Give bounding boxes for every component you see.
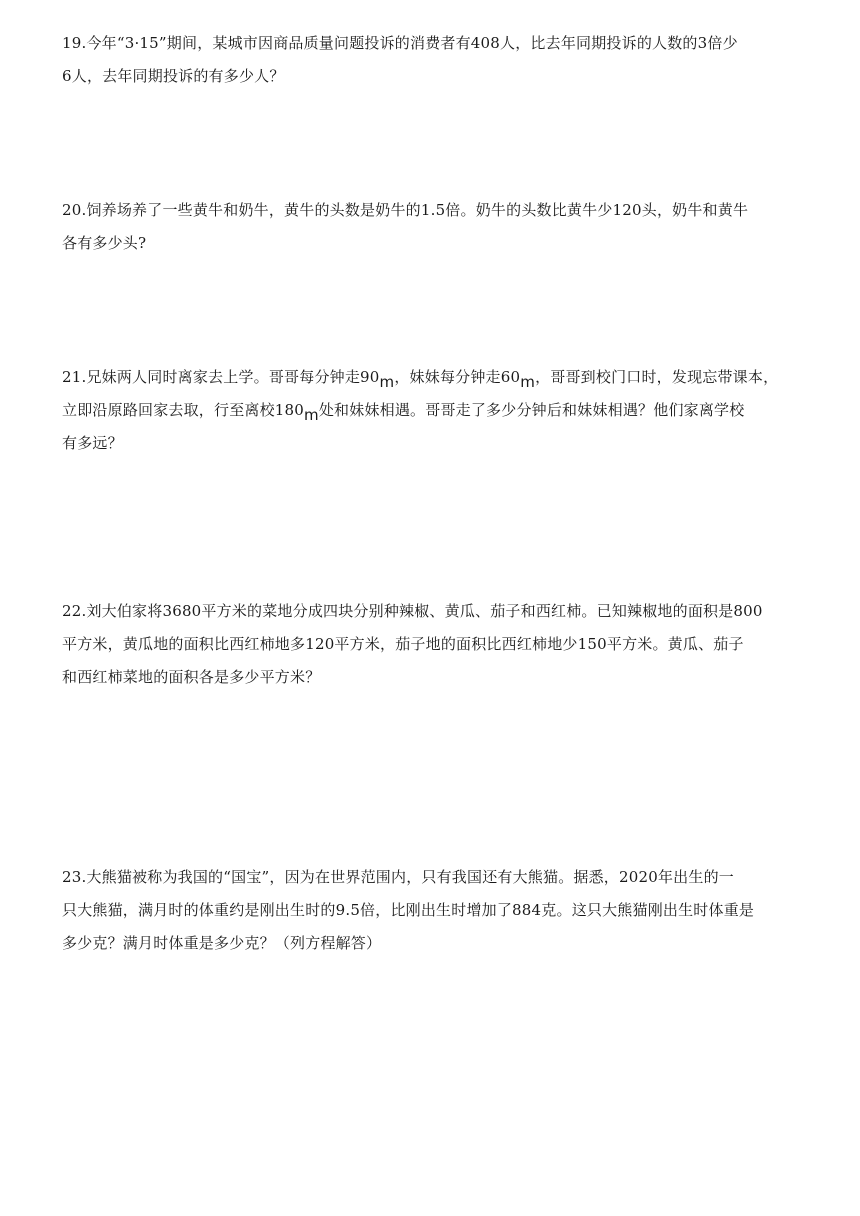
question-19 xyxy=(62,27,834,93)
question-19-line-2: 6人，去年同期投诉的有多少人？ xyxy=(62,67,285,85)
question-23 xyxy=(62,861,834,960)
question-20-line-2: 各有多少头? xyxy=(62,234,147,252)
question-19-line-1: 19.今年“3·15”期间，某城市因商品质量问题投诉的消费者有408人，比去年同期投诉的人数的3倍少 xyxy=(62,34,738,52)
question-21-text: 处和妹妹相遇。哥哥走了多少分钟后和妹妹相遇？他们家离学校 xyxy=(318,401,745,419)
question-21-line-1 xyxy=(62,361,834,394)
question-21-text: 立即沿原路回家去取，行至离校180 xyxy=(62,401,305,419)
question-22-line-3: 和西红柿菜地的面积各是多少平方米？ xyxy=(62,668,321,686)
question-21-line-3: 有多远？ xyxy=(62,434,123,452)
unit-meter: m xyxy=(304,406,319,424)
question-21-text: 21.兄妹两人同时离家去上学。哥哥每分钟走90 xyxy=(62,368,380,386)
question-23-line-2: 只大熊猫，满月时的体重约是刚出生时的9.5倍，比刚出生时增加了884克。这只大熊猫刚出生时体重是 xyxy=(62,901,755,919)
question-21 xyxy=(62,361,834,460)
question-21-text: ，哥哥到校门口时，发现忘带课本， xyxy=(535,368,779,386)
unit-meter: m xyxy=(379,373,395,391)
question-20 xyxy=(62,194,834,260)
question-22-line-1: 22.刘大伯家将3680平方米的菜地分成四块分别种辣椒、黄瓜、茄子和西红柿。已知辣椒地的面积是800 xyxy=(62,602,763,620)
question-21-text: ，妹妹每分钟走60 xyxy=(394,368,521,386)
question-21-line-2 xyxy=(62,394,834,427)
unit-meter: m xyxy=(520,373,536,391)
question-23-line-1: 23.大熊猫被称为我国的“国宝”，因为在世界范围内，只有我国还有大熊猫。据悉，2020年出生的一 xyxy=(62,868,734,886)
question-22 xyxy=(62,595,834,694)
question-23-line-3: 多少克？满月时体重是多少克？（列方程解答） xyxy=(62,934,382,952)
question-20-line-1: 20.饲养场养了一些黄牛和奶牛，黄牛的头数是奶牛的1.5倍。奶牛的头数比黄牛少120头，奶牛和黄牛 xyxy=(62,201,749,219)
question-22-line-2: 平方米，黄瓜地的面积比西红柿地多120平方米，茄子地的面积比西红柿地少150平方米。黄瓜、茄子 xyxy=(62,635,744,653)
